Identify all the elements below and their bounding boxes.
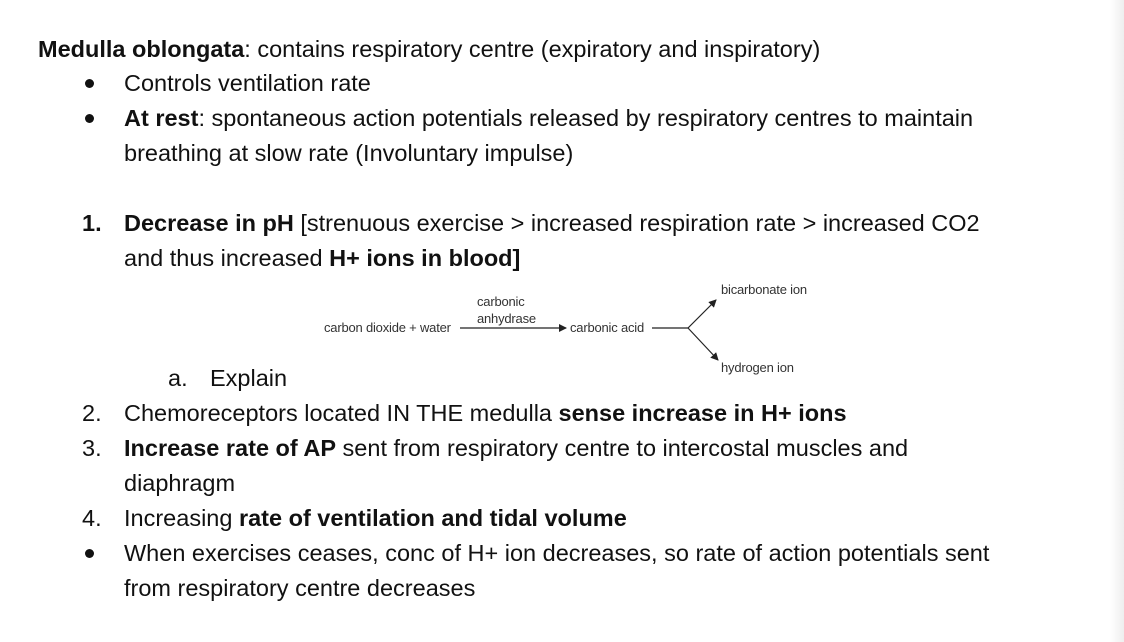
sub-item-text: Explain bbox=[210, 365, 288, 391]
list-item-4 bbox=[124, 503, 627, 533]
list-item-2 bbox=[124, 398, 847, 428]
list-item-2-text: Chemoreceptors located IN THE medulla bbox=[124, 400, 559, 426]
list-number: 3. bbox=[82, 435, 102, 461]
bicarbonate-label: bicarbonate ion bbox=[721, 282, 807, 297]
bullet-at-rest-text-cont: breathing at slow rate (Involuntary impulse) bbox=[124, 140, 574, 166]
enzyme-label-line2: anhydrase bbox=[477, 311, 536, 326]
list-item-3-text-cont: diaphragm bbox=[124, 470, 236, 496]
list-number-label: 1. bbox=[82, 210, 102, 236]
bullet-marker bbox=[85, 549, 94, 558]
list-item-3-line2 bbox=[124, 468, 235, 498]
fork-up-arrow bbox=[688, 300, 716, 328]
list-item-1-bold-cont: H+ ions in blood] bbox=[329, 245, 521, 271]
list-item-3-bold: Increase rate of AP bbox=[124, 435, 337, 461]
list-item-2-bold: sense increase in H+ ions bbox=[558, 400, 847, 426]
final-bullet-line2: from respiratory centre decreases bbox=[124, 575, 476, 601]
intro-rest: : contains respiratory centre (expiratory and inspiratory) bbox=[244, 36, 821, 62]
bullet-text: Controls ventilation rate bbox=[124, 70, 371, 96]
product-label: carbonic acid bbox=[570, 320, 644, 335]
page-edge-shadow bbox=[1110, 0, 1124, 642]
enzyme-label-line1: carbonic bbox=[477, 294, 525, 309]
intro-term: Medulla oblongata bbox=[38, 36, 245, 62]
list-item-4-bold: rate of ventilation and tidal volume bbox=[238, 505, 627, 531]
list-item-1-text: [strenuous exercise > increased respiration rate > increased CO2 bbox=[293, 210, 980, 236]
list-item-3-line1 bbox=[124, 433, 908, 463]
list-item-1-line2 bbox=[124, 243, 520, 273]
reaction-diagram bbox=[318, 280, 818, 380]
bullet-at-rest-term: At rest bbox=[124, 105, 199, 131]
reactants-label: carbon dioxide + water bbox=[324, 320, 451, 335]
bullet-marker bbox=[85, 114, 94, 123]
list-item-1-line1 bbox=[124, 208, 980, 238]
final-bullet-line1: When exercises ceases, conc of H+ ion decreases, so rate of action potentials sent bbox=[124, 540, 990, 566]
hydrogen-ion-label: hydrogen ion bbox=[721, 360, 794, 375]
bullet-at-rest-line1 bbox=[124, 103, 973, 133]
list-item-4-text: Increasing bbox=[124, 505, 239, 531]
list-number bbox=[82, 208, 102, 238]
bullet-at-rest-line2 bbox=[124, 138, 573, 168]
fork-down-arrow bbox=[688, 328, 718, 360]
list-item-3-text: sent from respiratory centre to intercostal muscles and bbox=[336, 435, 909, 461]
list-item-1-text-cont: and thus increased bbox=[124, 245, 330, 271]
list-item-1-bold: Decrease in pH bbox=[124, 210, 294, 236]
intro-line bbox=[38, 34, 820, 64]
bullet-marker bbox=[85, 79, 94, 88]
bullet-ventilation-rate bbox=[124, 68, 371, 98]
sub-item-letter: a. bbox=[168, 365, 188, 391]
list-number: 2. bbox=[82, 400, 102, 426]
list-number: 4. bbox=[82, 505, 102, 531]
bullet-at-rest-text: : spontaneous action potentials released by respiratory centres to maintain bbox=[198, 105, 974, 131]
